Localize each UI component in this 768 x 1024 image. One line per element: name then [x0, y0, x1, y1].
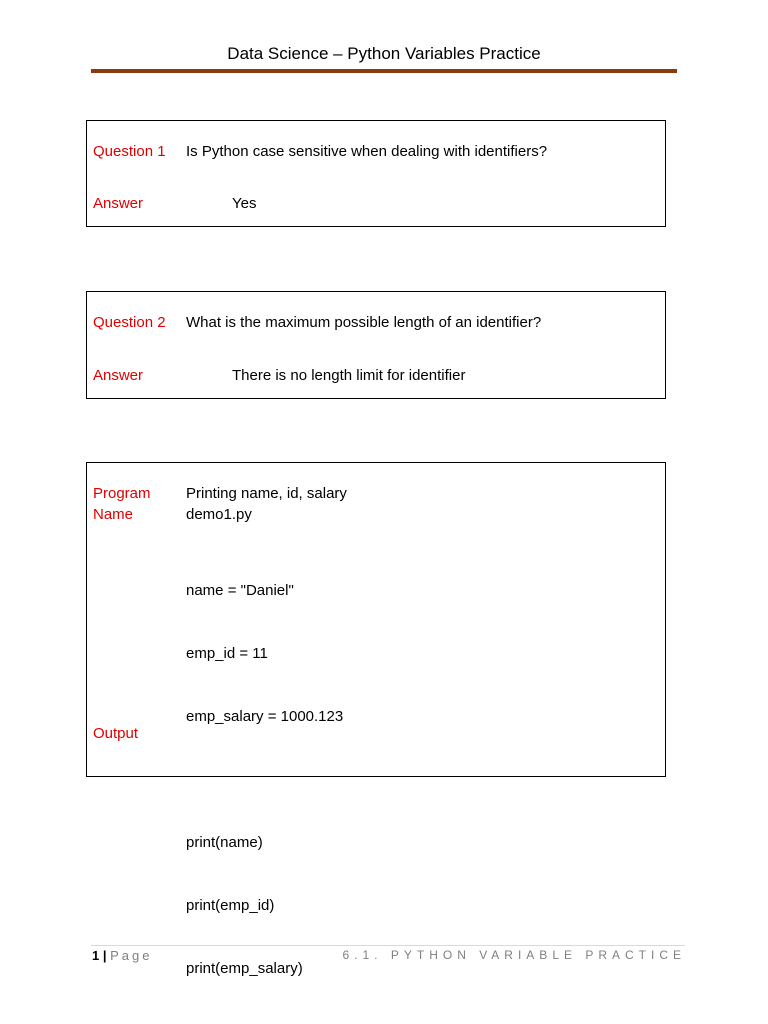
answer-2-text: There is no length limit for identifier [232, 367, 466, 384]
footer-page [92, 948, 152, 963]
footer-divider [91, 945, 685, 946]
footer-doc-title: 6.1. PYTHON VARIABLE PRACTICE [342, 948, 686, 962]
answer-1-text: Yes [232, 195, 257, 212]
page-title: Data Science – Python Variables Practice [227, 44, 541, 63]
code-line [186, 769, 343, 790]
code-line: emp_salary = 1000.123 [186, 708, 344, 725]
code-line: emp_id = 11 [186, 645, 268, 662]
code-block [186, 538, 343, 1021]
program-label: Program [93, 485, 151, 502]
output-label: Output [93, 725, 139, 742]
question-2-text: What is the maximum possible length of an identifier? [186, 314, 542, 331]
title-divider [91, 69, 677, 73]
program-name-label: Name [93, 506, 134, 523]
code-line: print(emp_salary) [186, 960, 303, 977]
code-line: print(name) [186, 834, 263, 851]
program-filename: demo1.py [186, 506, 252, 523]
question-2-box [86, 291, 666, 399]
page-number: 1 [92, 948, 100, 963]
page-separator: | [99, 948, 111, 963]
code-line: print(emp_id) [186, 897, 275, 914]
code-line: name = "Daniel" [186, 582, 294, 599]
answer-1-label: Answer [93, 195, 144, 212]
question-1-label: Question 1 [93, 143, 166, 160]
question-2-label: Question 2 [93, 314, 166, 331]
program-title: Printing name, id, salary [186, 485, 347, 502]
question-1-text: Is Python case sensitive when dealing with identifiers? [186, 143, 548, 160]
page-word: Page [110, 948, 153, 963]
question-1-box [86, 120, 666, 227]
answer-2-label: Answer [93, 367, 144, 384]
